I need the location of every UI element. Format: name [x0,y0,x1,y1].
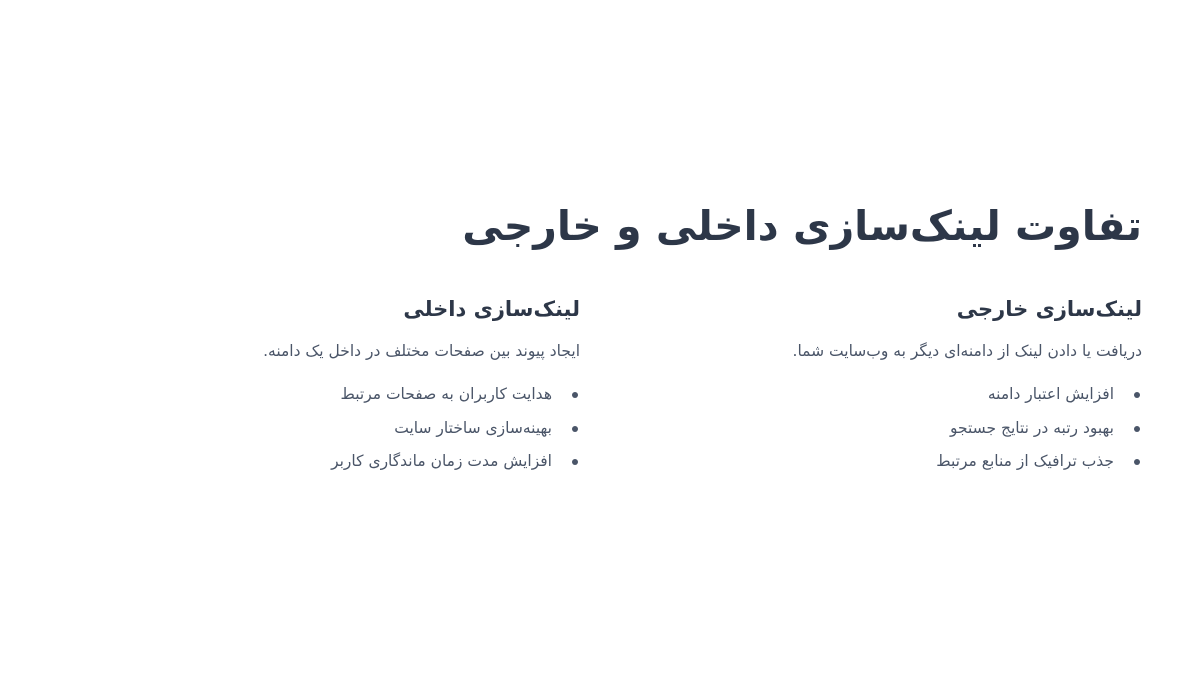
list-item-text: بهینه‌سازی ساختار سایت [394,418,552,437]
bullet-icon [1134,459,1140,465]
benefits-list [110,378,580,479]
column-heading: لینک‌سازی داخلی [403,297,580,321]
list-item-text: افزایش مدت زمان ماندگاری کاربر [331,452,552,470]
list-item [110,445,580,479]
bullet-icon [572,426,578,432]
list-item [672,445,1142,479]
list-item [110,378,580,412]
bullet-icon [1134,392,1140,398]
benefits-list [672,378,1142,479]
bullet-icon [572,392,578,398]
bullet-icon [1134,426,1140,432]
external-linking-column [672,292,1142,479]
slide-title: تفاوت لینک‌سازی داخلی و خارجی [462,202,1142,250]
bullet-icon [572,459,578,465]
column-description: دریافت یا دادن لینک از دامنه‌ای دیگر به وب‌سایت شما. [792,342,1142,360]
list-item-text: بهبود رتبه در نتایج جستجو [949,418,1114,437]
list-item [110,412,580,446]
list-item-text: افزایش اعتبار دامنه [987,385,1114,403]
column-heading: لینک‌سازی خارجی [956,297,1142,321]
column-description: ایجاد پیوند بین صفحات مختلف در داخل یک دامنه. [263,342,580,360]
internal-linking-column [110,292,580,479]
list-item [672,378,1142,412]
list-item [672,412,1142,446]
list-item-text: جذب ترافیک از منابع مرتبط [936,452,1114,470]
list-item-text: هدایت کاربران به صفحات مرتبط [340,385,552,403]
